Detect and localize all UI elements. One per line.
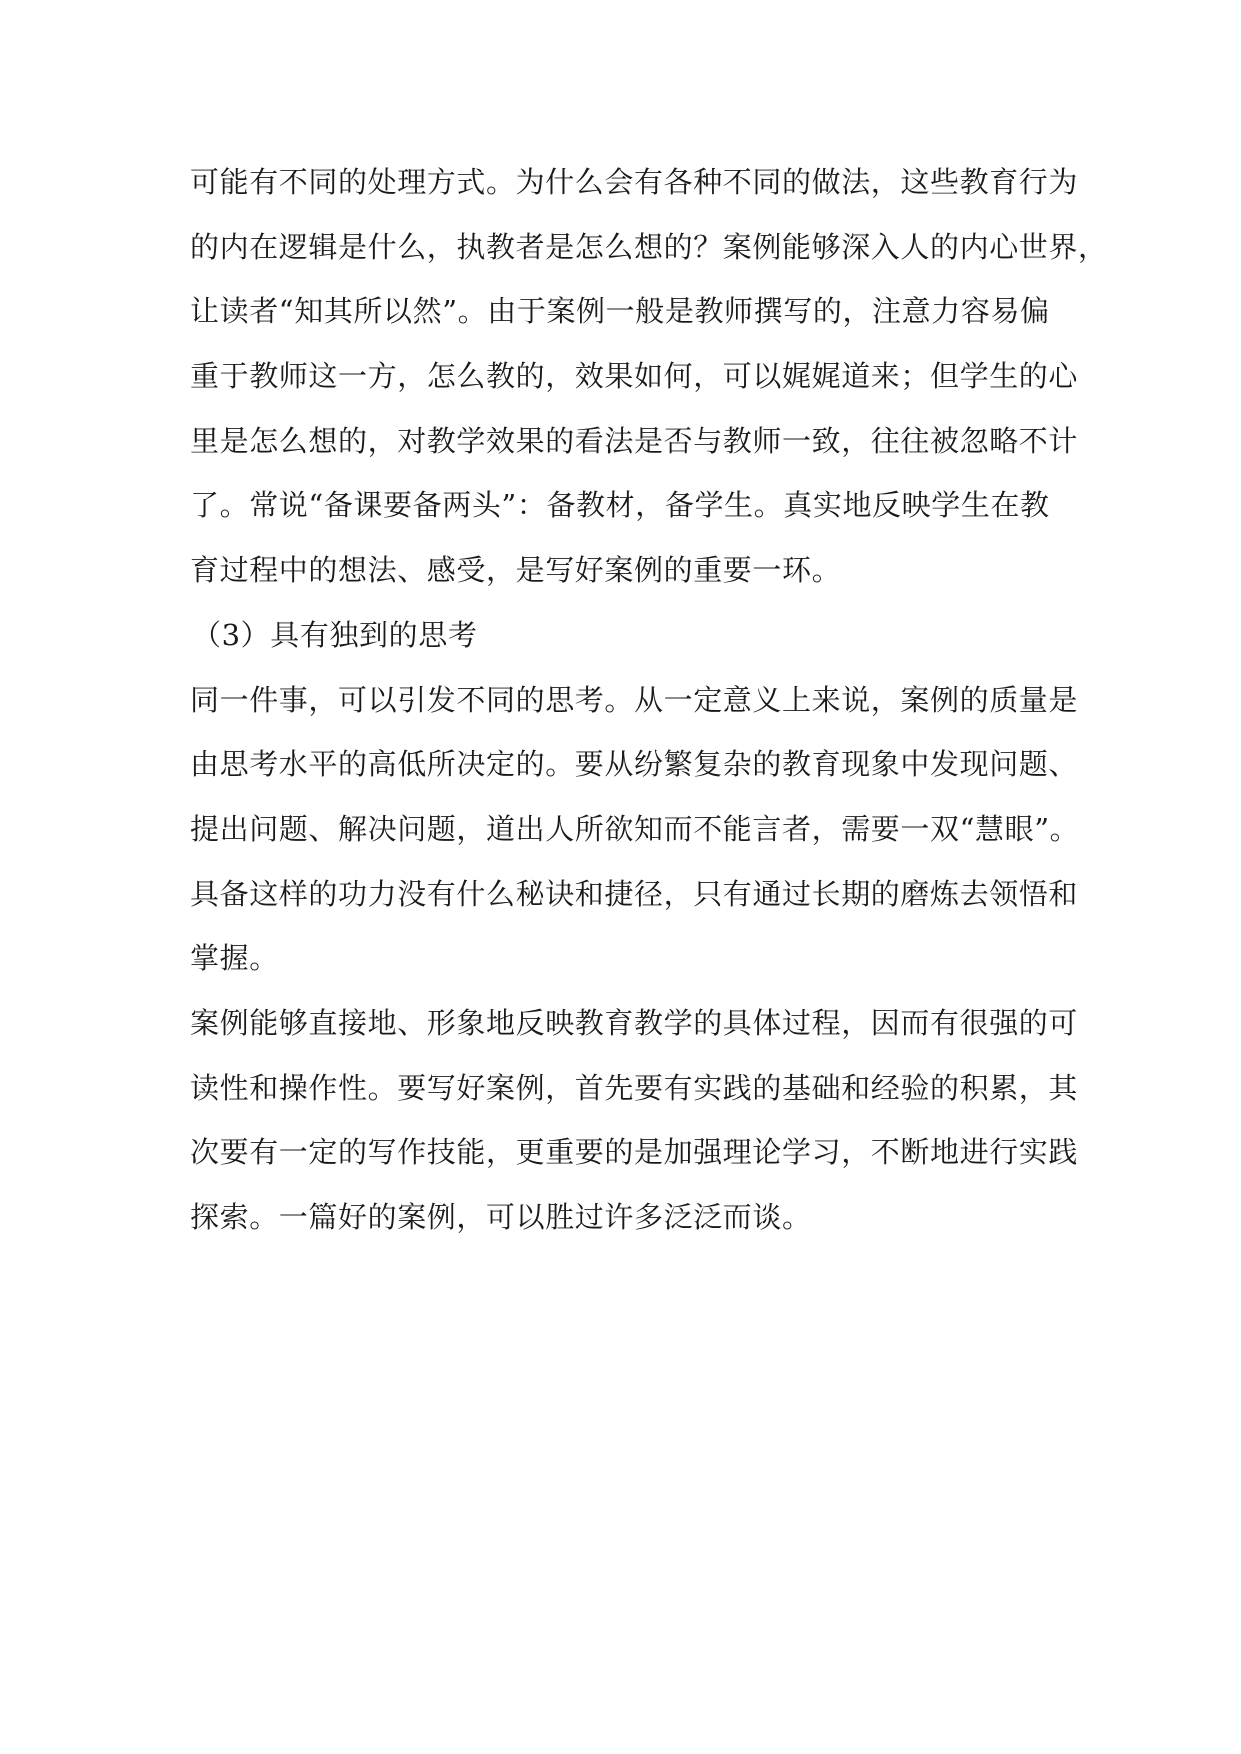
text-line: 的内在逻辑是什么，执教者是怎么想的？案例能够深入人的内心世界，	[190, 229, 1108, 264]
body-text	[190, 160, 1108, 1260]
section-heading: （3）具有独到的思考	[192, 617, 478, 652]
text-line: 重于教师这一方，怎么教的，效果如何，可以娓娓道来；但学生的心	[190, 359, 1079, 394]
text-line: 读性和操作性。要写好案例，首先要有实践的基础和经验的积累，其	[190, 1070, 1079, 1105]
text-line: 里是怎么想的，对教学效果的看法是否与教师一致，往往被忽略不计	[190, 423, 1079, 458]
text-line: 可能有不同的处理方式。为什么会有各种不同的做法，这些教育行为	[190, 165, 1079, 199]
text-line: 具备这样的功力没有什么秘诀和捷径，只有通过长期的磨炼去领悟和	[190, 876, 1079, 911]
text-line: 育过程中的想法、感受，是写好案例的重要一环。	[190, 553, 842, 588]
text-line: 探索。一篇好的案例，可以胜过许多泛泛而谈。	[190, 1200, 812, 1234]
text-line: 由思考水平的高低所决定的。要从纷繁复杂的教育现象中发现问题、	[190, 747, 1079, 782]
text-line: 让读者“知其所以然”。由于案例一般是教师撰写的，注意力容易偏	[190, 294, 1050, 329]
text-line: 掌握。	[190, 941, 279, 976]
text-line: 次要有一定的写作技能，更重要的是加强理论学习，不断地进行实践	[190, 1135, 1079, 1170]
text-line: 同一件事，可以引发不同的思考。从一定意义上来说，案例的质量是	[190, 682, 1079, 717]
text-line: 提出问题、解决问题，道出人所欲知而不能言者，需要一双“慧眼”。	[190, 811, 1080, 846]
text-line: 案例能够直接地、形象地反映教育教学的具体过程，因而有很强的可	[190, 1005, 1079, 1040]
text-line: 了。常说“备课要备两头”：备教材，备学生。真实地反映学生在教	[190, 488, 1050, 523]
